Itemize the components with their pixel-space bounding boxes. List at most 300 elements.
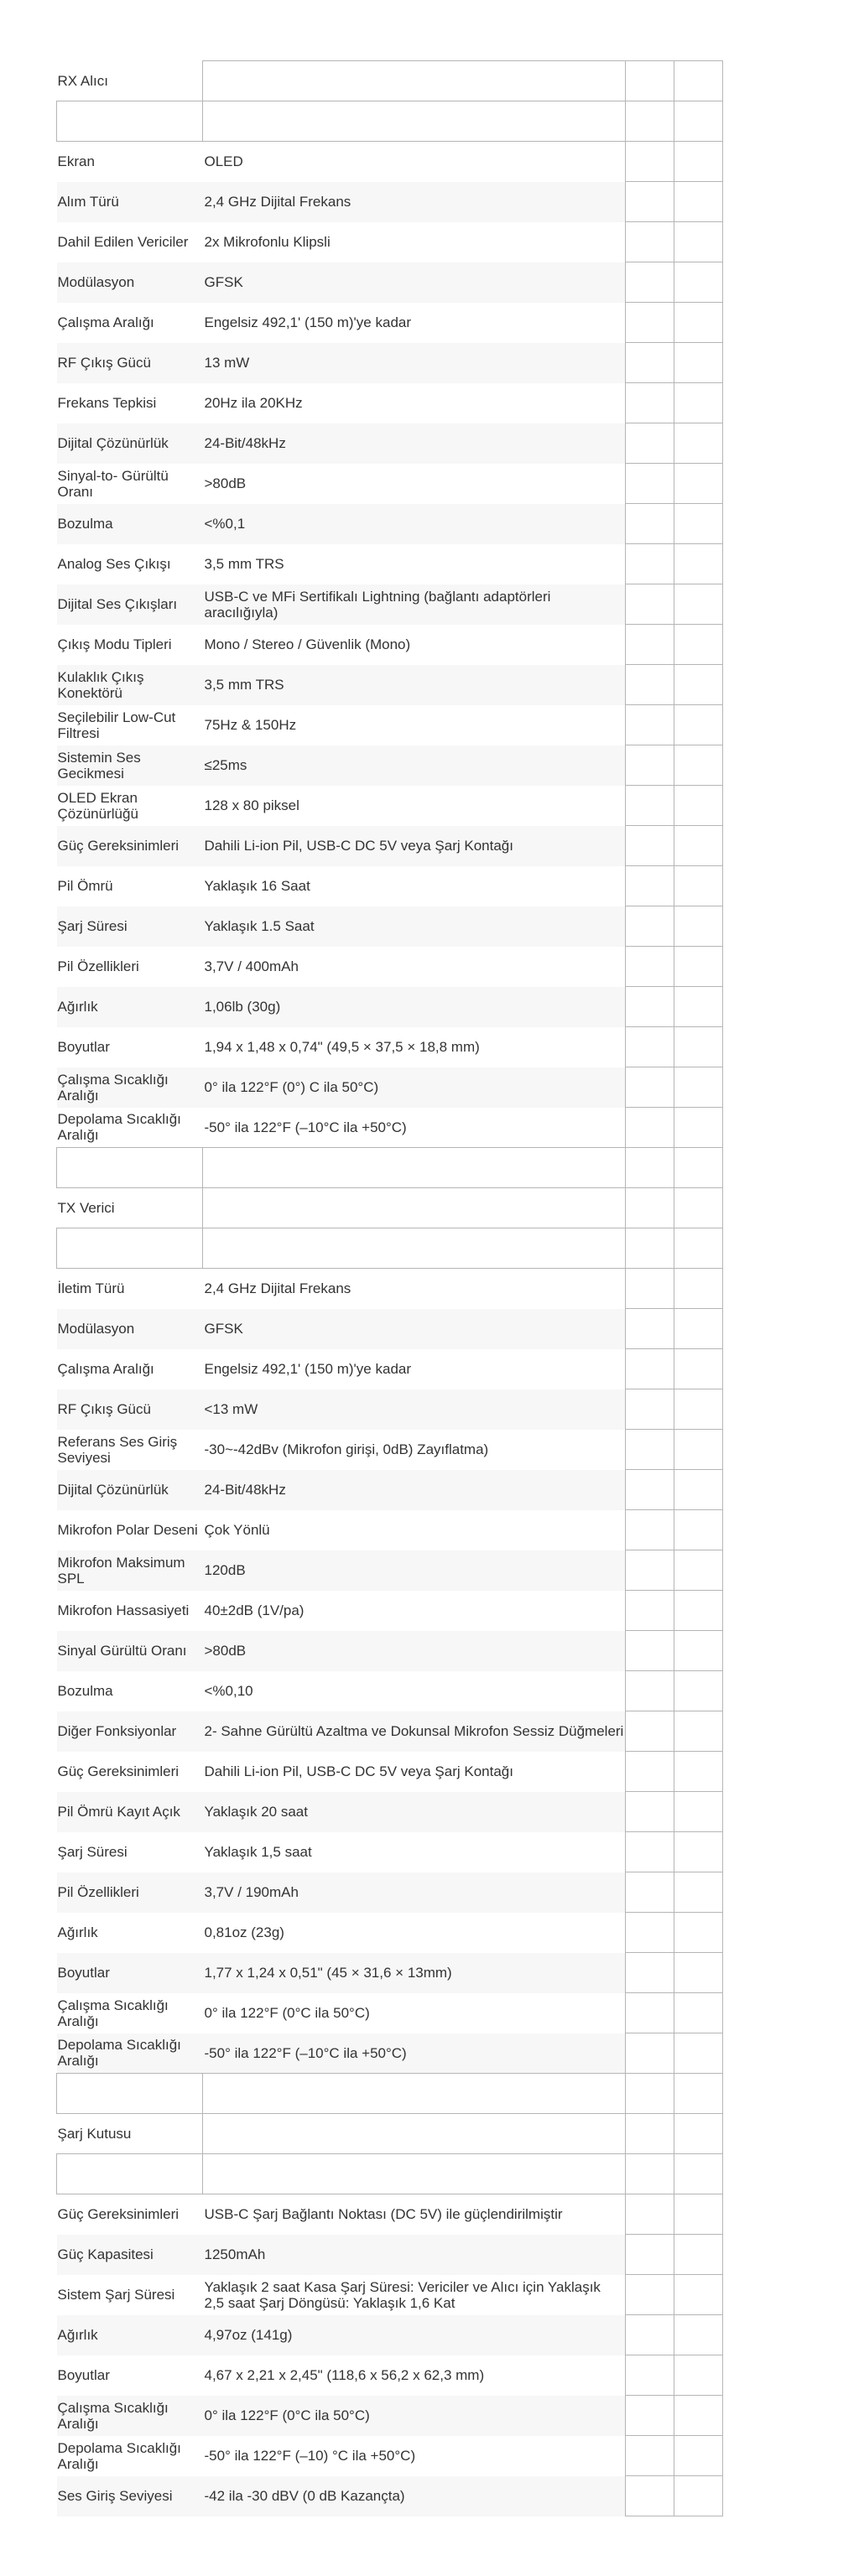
empty-cell xyxy=(626,1228,674,1269)
empty-cell xyxy=(674,423,723,464)
empty-cell xyxy=(674,906,723,947)
empty-cell xyxy=(626,1631,674,1671)
spec-label: Sinyal-to- Gürültü Oranı xyxy=(57,467,169,500)
empty-cell xyxy=(674,2355,723,2396)
spec-value: USB-C Şarj Bağlantı Noktası (DC 5V) ile güçlendirilmiştir xyxy=(204,2206,563,2223)
empty-cell xyxy=(674,1792,723,1832)
spec-value: Yaklaşık 2 saat Kasa Şarj Süresi: Vericiler ve Alıcı için Yaklaşık 2,5 saat Şarj Döngüsü: Yaklaşık 1,6 Kat xyxy=(204,2278,601,2311)
empty-cell xyxy=(674,1389,723,1430)
empty-cell xyxy=(626,1188,674,1228)
empty-cell xyxy=(674,1752,723,1792)
spec-value: 1250mAh xyxy=(203,2235,626,2275)
spec-row xyxy=(57,987,723,1027)
empty-cell xyxy=(626,101,674,142)
spec-label: Referans Ses Giriş Seviyesi xyxy=(57,1433,178,1466)
spec-value: <%0,1 xyxy=(203,504,626,544)
empty-cell xyxy=(674,584,723,625)
empty-cell xyxy=(626,182,674,222)
spec-label: Bozulma xyxy=(57,1683,113,1699)
spec-row xyxy=(57,343,723,383)
spec-row xyxy=(57,1108,723,1148)
empty-cell xyxy=(674,1349,723,1389)
spec-value: 4,97oz (141g) xyxy=(203,2315,626,2355)
spec-value: Dahili Li-ion Pil, USB-C DC 5V veya Şarj Kontağı xyxy=(203,826,626,866)
empty-cell xyxy=(626,1309,674,1349)
section-spacer-row xyxy=(57,1148,723,1188)
spec-label: Güç Gereksinimleri xyxy=(57,826,203,866)
spec-label: Depolama Sıcaklığı Aralığı xyxy=(57,1111,181,1144)
empty-cell xyxy=(626,826,674,866)
empty-cell xyxy=(626,1993,674,2033)
empty-cell xyxy=(626,2396,674,2436)
empty-cell xyxy=(626,464,674,504)
spec-value: ≤25ms xyxy=(203,745,626,786)
empty-cell xyxy=(626,142,674,182)
empty-cell xyxy=(203,61,626,101)
spec-row xyxy=(57,826,723,866)
spec-label: Çalışma Sıcaklığı Aralığı xyxy=(57,1997,169,2029)
spec-value: 24-Bit/48kHz xyxy=(203,423,626,464)
empty-cell xyxy=(626,1148,674,1188)
empty-cell xyxy=(674,1108,723,1148)
spec-value: <13 mW xyxy=(203,1389,626,1430)
empty-cell xyxy=(674,826,723,866)
spec-row xyxy=(57,947,723,987)
spec-row xyxy=(57,1349,723,1389)
spec-label: Çalışma Aralığı xyxy=(57,1361,154,1377)
empty-cell xyxy=(626,1872,674,1913)
empty-cell xyxy=(626,1269,674,1309)
empty-cell xyxy=(57,2074,203,2114)
section-spacer-row xyxy=(57,2074,723,2114)
spec-value: -30~-42dBv (Mikrofon girişi, 0dB) Zayıflatma) xyxy=(204,1441,489,1457)
empty-cell xyxy=(626,947,674,987)
spec-label: Boyutlar xyxy=(57,2367,110,2383)
empty-cell xyxy=(674,786,723,826)
empty-cell xyxy=(674,1993,723,2033)
empty-cell xyxy=(203,2114,626,2154)
spec-row xyxy=(57,2396,723,2436)
spec-value: 40±2dB (1V/pa) xyxy=(204,1602,305,1618)
empty-cell xyxy=(626,262,674,303)
spec-row xyxy=(57,665,723,705)
empty-cell xyxy=(674,2476,723,2516)
spec-value: 3,7V / 400mAh xyxy=(204,958,299,974)
empty-cell xyxy=(626,1430,674,1470)
empty-cell xyxy=(674,1470,723,1510)
empty-cell xyxy=(626,705,674,745)
spec-row xyxy=(57,1792,723,1832)
empty-cell xyxy=(674,262,723,303)
empty-cell xyxy=(57,2154,203,2194)
spec-row xyxy=(57,1067,723,1108)
spec-row xyxy=(57,866,723,906)
spec-value: OLED xyxy=(204,153,243,170)
empty-cell xyxy=(674,61,723,101)
empty-cell xyxy=(626,866,674,906)
empty-cell xyxy=(626,2074,674,2114)
spec-label: Analog Ses Çıkışı xyxy=(57,556,171,572)
empty-cell xyxy=(626,1591,674,1631)
empty-cell xyxy=(674,987,723,1027)
empty-cell xyxy=(626,2436,674,2476)
empty-cell xyxy=(626,1832,674,1872)
empty-cell xyxy=(626,1671,674,1711)
spec-label: Dijital Çözünürlük xyxy=(57,423,203,464)
spec-row xyxy=(57,1027,723,1067)
spec-value: Dahili Li-ion Pil, USB-C DC 5V veya Şarj Kontağı xyxy=(204,1763,513,1779)
empty-cell xyxy=(674,1591,723,1631)
empty-cell xyxy=(674,2436,723,2476)
empty-cell xyxy=(626,1108,674,1148)
empty-cell xyxy=(674,2114,723,2154)
empty-cell xyxy=(626,2114,674,2154)
empty-cell xyxy=(626,1349,674,1389)
spec-row xyxy=(57,1953,723,1993)
empty-cell xyxy=(674,222,723,262)
spec-table-body xyxy=(57,61,723,2516)
spec-row xyxy=(57,1872,723,1913)
spec-label: Ağırlık xyxy=(57,2315,203,2355)
empty-cell xyxy=(626,303,674,343)
spec-row xyxy=(57,705,723,745)
spec-value: Yaklaşık 1.5 Saat xyxy=(203,906,626,947)
spec-label: Ağırlık xyxy=(57,1924,98,1940)
spec-value: 3,5 mm TRS xyxy=(204,556,284,572)
spec-label: Bozulma xyxy=(57,504,203,544)
spec-value: Yaklaşık 20 saat xyxy=(203,1792,626,1832)
spec-value: 20Hz ila 20KHz xyxy=(204,395,303,411)
spec-value: 128 x 80 piksel xyxy=(204,797,299,813)
empty-cell xyxy=(626,906,674,947)
empty-cell xyxy=(57,101,203,142)
spec-row xyxy=(57,1832,723,1872)
empty-cell xyxy=(626,745,674,786)
empty-cell xyxy=(674,1430,723,1470)
spec-row xyxy=(57,745,723,786)
spec-value: 1,77 x 1,24 x 0,51" (45 × 31,6 × 13mm) xyxy=(203,1953,626,1993)
spec-label: Ekran xyxy=(57,153,95,170)
empty-cell xyxy=(626,1953,674,1993)
empty-cell xyxy=(674,343,723,383)
empty-cell xyxy=(626,1550,674,1591)
empty-cell xyxy=(674,1510,723,1550)
spec-value: 3,7V / 190mAh xyxy=(203,1872,626,1913)
spec-row xyxy=(57,504,723,544)
spec-row xyxy=(57,584,723,625)
empty-cell xyxy=(674,1872,723,1913)
empty-cell xyxy=(674,705,723,745)
empty-cell xyxy=(674,504,723,544)
spec-row xyxy=(57,2355,723,2396)
empty-cell xyxy=(626,665,674,705)
empty-cell xyxy=(674,1188,723,1228)
section-title: TX Verici xyxy=(57,1200,115,1216)
spec-row xyxy=(57,142,723,182)
spec-label: Pil Ömrü Kayıt Açık xyxy=(57,1792,203,1832)
empty-cell xyxy=(674,1550,723,1591)
empty-cell xyxy=(626,786,674,826)
spec-value: 3,5 mm TRS xyxy=(203,665,626,705)
spec-value: >80dB xyxy=(203,1631,626,1671)
empty-cell xyxy=(674,1228,723,1269)
empty-cell xyxy=(626,1913,674,1953)
empty-cell xyxy=(674,2074,723,2114)
spec-row xyxy=(57,2315,723,2355)
spec-label: Seçilebilir Low-Cut Filtresi xyxy=(57,709,176,741)
spec-label: Pil Ömrü xyxy=(57,878,113,894)
spec-value: 0° ila 122°F (0°C ila 50°C) xyxy=(204,2005,370,2021)
spec-row xyxy=(57,1430,723,1470)
empty-cell xyxy=(674,1711,723,1752)
spec-value: Engelsiz 492,1' (150 m)'ye kadar xyxy=(204,314,412,330)
empty-cell xyxy=(626,584,674,625)
spec-row xyxy=(57,1671,723,1711)
empty-cell xyxy=(626,1510,674,1550)
spec-label: Modülasyon xyxy=(57,1309,203,1349)
spec-label: Boyutlar xyxy=(57,1953,203,1993)
spec-label: Modülasyon xyxy=(57,262,203,303)
empty-cell xyxy=(674,866,723,906)
spec-row xyxy=(57,1470,723,1510)
spec-label: RF Çıkış Gücü xyxy=(57,1389,203,1430)
spec-value: 120dB xyxy=(203,1550,626,1591)
spec-row xyxy=(57,1711,723,1752)
spec-row xyxy=(57,625,723,665)
empty-cell xyxy=(203,1188,626,1228)
spec-label: OLED Ekran Çözünürlüğü xyxy=(57,789,138,822)
spec-row xyxy=(57,303,723,343)
empty-cell xyxy=(626,1752,674,1792)
section-blank-row xyxy=(57,101,723,142)
empty-cell xyxy=(674,1671,723,1711)
spec-value: 4,67 x 2,21 x 2,45" (118,6 x 56,2 x 62,3 mm) xyxy=(204,2367,485,2383)
spec-label: Ses Giriş Seviyesi xyxy=(57,2476,203,2516)
empty-cell xyxy=(674,303,723,343)
empty-cell xyxy=(674,1269,723,1309)
section-title-row xyxy=(57,2114,723,2154)
section-title: Şarj Kutusu xyxy=(57,2126,132,2142)
spec-row xyxy=(57,383,723,423)
spec-value: Çok Yönlü xyxy=(204,1522,270,1538)
empty-cell xyxy=(674,665,723,705)
spec-label: Depolama Sıcaklığı Aralığı xyxy=(57,2033,203,2074)
empty-cell xyxy=(203,101,626,142)
empty-cell xyxy=(626,61,674,101)
spec-label: Alım Türü xyxy=(57,182,203,222)
empty-cell xyxy=(674,464,723,504)
spec-value: 2- Sahne Gürültü Azaltma ve Dokunsal Mikrofon Sessiz Düğmeleri xyxy=(203,1711,626,1752)
spec-row xyxy=(57,222,723,262)
spec-row xyxy=(57,1309,723,1349)
empty-cell xyxy=(674,1027,723,1067)
spec-row xyxy=(57,786,723,826)
spec-label: RF Çıkış Gücü xyxy=(57,343,203,383)
empty-cell xyxy=(626,1389,674,1430)
empty-cell xyxy=(674,2275,723,2315)
spec-value: 1,06lb (30g) xyxy=(203,987,626,1027)
empty-cell xyxy=(626,2315,674,2355)
empty-cell xyxy=(626,625,674,665)
spec-row xyxy=(57,182,723,222)
spec-row xyxy=(57,2235,723,2275)
empty-cell xyxy=(674,544,723,584)
spec-value: <%0,10 xyxy=(204,1683,253,1699)
spec-label: Güç Kapasitesi xyxy=(57,2235,203,2275)
empty-cell xyxy=(626,504,674,544)
spec-row xyxy=(57,1631,723,1671)
spec-label: Sistemin Ses Gecikmesi xyxy=(57,745,203,786)
empty-cell xyxy=(57,1148,203,1188)
spec-label: İletim Türü xyxy=(57,1280,125,1297)
empty-cell xyxy=(626,987,674,1027)
empty-cell xyxy=(203,1228,626,1269)
spec-row xyxy=(57,2194,723,2235)
empty-cell xyxy=(626,1470,674,1510)
empty-cell xyxy=(674,1913,723,1953)
spec-value: 24-Bit/48kHz xyxy=(203,1470,626,1510)
empty-cell xyxy=(674,1832,723,1872)
spec-label: Çalışma Sıcaklığı Aralığı xyxy=(57,1067,203,1108)
empty-cell xyxy=(674,625,723,665)
spec-row xyxy=(57,2275,723,2315)
spec-value: GFSK xyxy=(203,262,626,303)
spec-row xyxy=(57,1510,723,1550)
empty-cell xyxy=(626,423,674,464)
spec-row xyxy=(57,544,723,584)
empty-cell xyxy=(674,1309,723,1349)
spec-value: Engelsiz 492,1' (150 m)'ye kadar xyxy=(204,1361,412,1377)
empty-cell xyxy=(674,1631,723,1671)
empty-cell xyxy=(57,1228,203,1269)
empty-cell xyxy=(203,2074,626,2114)
spec-label: Dijital Çözünürlük xyxy=(57,1470,203,1510)
spec-label: Mikrofon Maksimum SPL xyxy=(57,1550,203,1591)
spec-row xyxy=(57,464,723,504)
spec-label: Şarj Süresi xyxy=(57,1844,128,1860)
spec-row xyxy=(57,1913,723,1953)
spec-table xyxy=(56,60,723,2516)
spec-row xyxy=(57,1993,723,2033)
empty-cell xyxy=(626,544,674,584)
spec-value: -42 ila -30 dBV (0 dB Kazançta) xyxy=(203,2476,626,2516)
empty-cell xyxy=(626,2275,674,2315)
spec-value: 0,81oz (23g) xyxy=(204,1924,284,1940)
empty-cell xyxy=(674,2154,723,2194)
spec-label: Depolama Sıcaklığı Aralığı xyxy=(57,2439,181,2472)
spec-label: Frekans Tepkisi xyxy=(57,395,157,411)
spec-row xyxy=(57,2476,723,2516)
spec-value: >80dB xyxy=(204,475,247,491)
spec-label: Güç Gereksinimleri xyxy=(57,1763,180,1779)
spec-value: 2x Mikrofonlu Klipsli xyxy=(204,234,331,250)
empty-cell xyxy=(674,1148,723,1188)
empty-cell xyxy=(626,2235,674,2275)
empty-cell xyxy=(626,2355,674,2396)
spec-label: Sistem Şarj Süresi xyxy=(57,2287,175,2303)
section-title-row xyxy=(57,61,723,101)
spec-value: USB-C ve MFi Sertifikalı Lightning (bağlantı adaptörleri aracılığıyla) xyxy=(203,584,626,625)
spec-value: GFSK xyxy=(203,1309,626,1349)
spec-value: 0° ila 122°F (0°) C ila 50°C) xyxy=(203,1067,626,1108)
empty-cell xyxy=(674,182,723,222)
empty-cell xyxy=(674,947,723,987)
empty-cell xyxy=(203,1148,626,1188)
spec-row xyxy=(57,1591,723,1631)
spec-label: Pil Özellikleri xyxy=(57,1872,203,1913)
empty-cell xyxy=(626,2194,674,2235)
spec-label: Mikrofon Hassasiyeti xyxy=(57,1602,190,1618)
empty-cell xyxy=(626,1027,674,1067)
section-title-row xyxy=(57,1188,723,1228)
empty-cell xyxy=(626,2033,674,2074)
spec-label: Güç Gereksinimleri xyxy=(57,2206,180,2223)
spec-label: Çalışma Aralığı xyxy=(57,314,154,330)
empty-cell xyxy=(626,2154,674,2194)
empty-cell xyxy=(674,2033,723,2074)
spec-row xyxy=(57,906,723,947)
spec-value: 0° ila 122°F (0°C ila 50°C) xyxy=(203,2396,626,2436)
spec-row xyxy=(57,423,723,464)
spec-label: Çıkış Modu Tipleri xyxy=(57,636,172,652)
spec-value: 2,4 GHz Dijital Frekans xyxy=(204,1280,351,1297)
empty-cell xyxy=(626,383,674,423)
spec-label: Pil Özellikleri xyxy=(57,958,139,974)
empty-cell xyxy=(626,343,674,383)
empty-cell xyxy=(626,1792,674,1832)
spec-label: Şarj Süresi xyxy=(57,906,203,947)
section-title: RX Alıcı xyxy=(57,72,108,89)
spec-label: Dijital Ses Çıkışları xyxy=(57,584,203,625)
spec-value: 2,4 GHz Dijital Frekans xyxy=(203,182,626,222)
spec-label: Dahil Edilen Vericiler xyxy=(57,234,189,250)
spec-value: Yaklaşık 1,5 saat xyxy=(204,1844,312,1860)
empty-cell xyxy=(626,2476,674,2516)
spec-label: Sinyal Gürültü Oranı xyxy=(57,1631,203,1671)
empty-cell xyxy=(674,142,723,182)
spec-value: 1,94 x 1,48 x 0,74" (49,5 × 37,5 × 18,8 mm) xyxy=(204,1039,480,1055)
spec-row xyxy=(57,1752,723,1792)
spec-label: Boyutlar xyxy=(57,1039,110,1055)
empty-cell xyxy=(674,101,723,142)
spec-label: Ağırlık xyxy=(57,987,203,1027)
spec-label: Mikrofon Polar Deseni xyxy=(57,1522,198,1538)
empty-cell xyxy=(674,1953,723,1993)
empty-cell xyxy=(626,1711,674,1752)
spec-row xyxy=(57,1269,723,1309)
empty-cell xyxy=(674,2396,723,2436)
spec-value: -50° ila 122°F (–10°C ila +50°C) xyxy=(203,2033,626,2074)
section-blank-row xyxy=(57,1228,723,1269)
empty-cell xyxy=(626,1067,674,1108)
spec-value: Yaklaşık 16 Saat xyxy=(204,878,310,894)
spec-value: 13 mW xyxy=(203,343,626,383)
empty-cell xyxy=(674,2315,723,2355)
spec-label: Kulaklık Çıkış Konektörü xyxy=(57,665,203,705)
spec-label: Çalışma Sıcaklığı Aralığı xyxy=(57,2396,203,2436)
spec-row xyxy=(57,1550,723,1591)
spec-value: Mono / Stereo / Güvenlik (Mono) xyxy=(204,636,411,652)
spec-row xyxy=(57,1389,723,1430)
empty-cell xyxy=(203,2154,626,2194)
empty-cell xyxy=(674,2194,723,2235)
section-blank-row xyxy=(57,2154,723,2194)
spec-value: -50° ila 122°F (–10°C ila +50°C) xyxy=(204,1119,407,1135)
empty-cell xyxy=(626,222,674,262)
spec-row xyxy=(57,2436,723,2476)
spec-value: -50° ila 122°F (–10) °C ila +50°C) xyxy=(204,2448,416,2464)
empty-cell xyxy=(674,1067,723,1108)
